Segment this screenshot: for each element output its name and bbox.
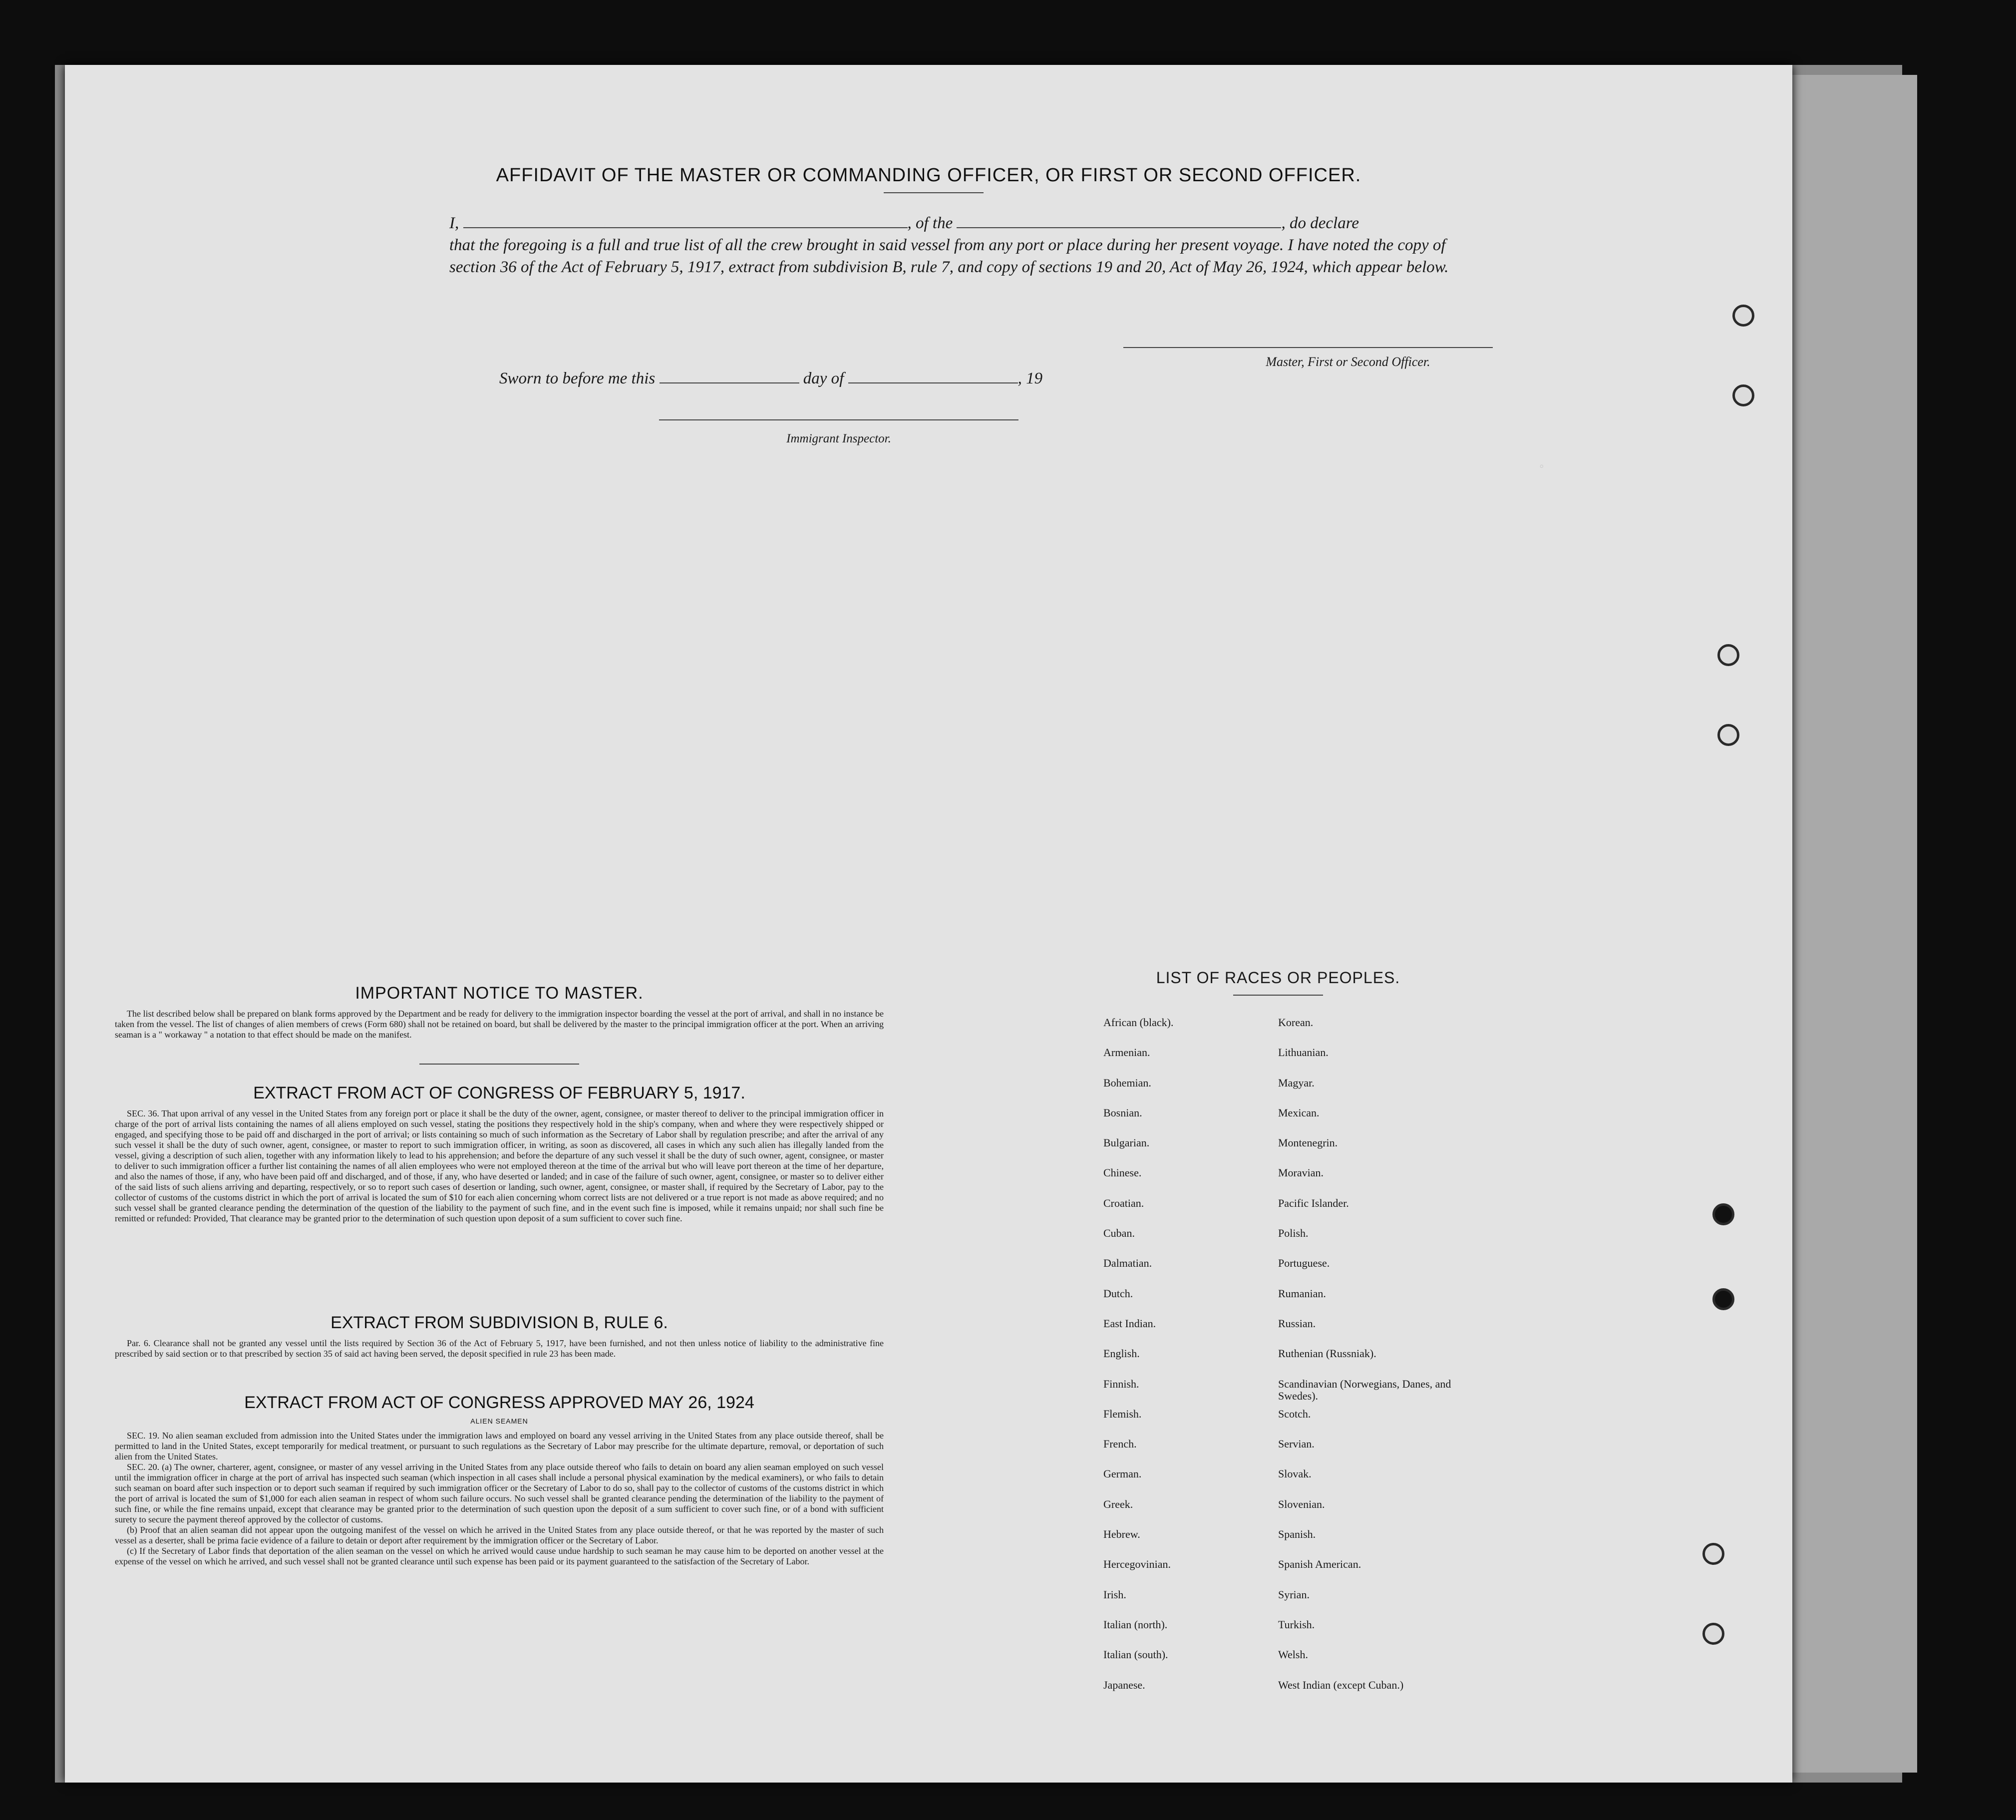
race-item: Scandinavian (Norwegians, Danes, and Swedes).	[1278, 1377, 1451, 1402]
inspector-caption: Immigrant Inspector.	[786, 432, 891, 445]
race-item: Slovak.	[1278, 1467, 1312, 1480]
race-item: Mexican.	[1278, 1106, 1320, 1119]
race-item: Greek.	[1103, 1497, 1133, 1510]
race-item: Italian (north).	[1103, 1618, 1168, 1631]
notice-title: IMPORTANT NOTICE TO MASTER.	[355, 984, 644, 1003]
race-item: Korean.	[1278, 1016, 1314, 1029]
master-name-field	[463, 214, 908, 228]
sec20a-paragraph: SEC. 20. (a) The owner, charterer, agent, consignee, or master of any vessel arriving in the United States from any place outside thereof who fails to detain on board any alien seaman employed on such vessel until the immigration officer in charge at the port of arrival has inspected such seaman (which inspection in all cases shall include a personal physical examination by the medical examiners), or who fails to detain such seaman on board after such inspection or to deport such seaman if required by such immigration officer or the Secretary of Labor to do so, shall pay to the collector of customs of the customs district in which the port of arrival is located the sum of $1,000 for each alien seaman in respect of whom such failure occurs. No such vessel shall be granted clearance pending the determination of the liability to the payment of such fine, or while the fine remains unpaid, except that clearance may be granted prior to the determination of such question upon the deposit of a sum sufficient to cover such fine, or of a bond with sufficient surety to secure the payment thereof approved by the collector of customs.	[115, 1462, 884, 1524]
race-item: Spanish.	[1278, 1528, 1316, 1541]
race-item: Portuguese.	[1278, 1257, 1330, 1270]
race-item: Bohemian.	[1103, 1076, 1151, 1089]
notice-text	[115, 1009, 884, 1040]
race-item: Spanish American.	[1278, 1558, 1361, 1571]
race-item: Irish.	[1103, 1588, 1126, 1601]
race-item: Lithuanian.	[1278, 1046, 1329, 1059]
race-item: Servian.	[1278, 1438, 1315, 1451]
affidavit-i: I,	[449, 214, 459, 232]
punch-hole	[1717, 724, 1739, 746]
races-left-column	[1103, 1008, 1293, 1700]
race-item: Scotch.	[1278, 1407, 1311, 1420]
punch-hole	[1712, 1203, 1734, 1225]
inspector-signature-line	[659, 419, 1018, 420]
race-item: Flemish.	[1103, 1407, 1142, 1420]
race-item: Moravian.	[1278, 1166, 1324, 1179]
notice-rule	[419, 1064, 579, 1065]
sworn-month-field	[848, 369, 1018, 383]
title-rule	[884, 192, 984, 193]
affidavit-declare: , do declare	[1281, 214, 1359, 232]
race-item: Armenian.	[1103, 1046, 1150, 1059]
bleed-through-mark: ◦	[1538, 459, 1546, 474]
rule6-text	[115, 1338, 884, 1359]
race-item: Bulgarian.	[1103, 1136, 1150, 1149]
race-item: German.	[1103, 1467, 1142, 1480]
race-item: Italian (south).	[1103, 1648, 1168, 1661]
sworn-day-label: day of	[803, 369, 844, 387]
race-item: English.	[1103, 1347, 1140, 1360]
extract-1924-subtitle: ALIEN SEAMEN	[470, 1417, 528, 1425]
race-item: Dalmatian.	[1103, 1257, 1152, 1270]
race-item: Turkish.	[1278, 1618, 1315, 1631]
affidavit-body	[449, 212, 1493, 278]
punch-hole	[1712, 1288, 1734, 1310]
race-item: French.	[1103, 1438, 1137, 1451]
race-item: Welsh.	[1278, 1648, 1308, 1661]
affidavit-of-the: , of the	[907, 214, 953, 232]
punch-hole	[1732, 305, 1754, 327]
rule6-paragraph: Par. 6. Clearance shall not be granted any vessel until the lists required by Section 36 of the Act of February 5, 1917, have been furnished, and not then unless notice of liability to the administrative fine prescribed by said section or to that prescribed by section 35 of said act having been served, the deposit specified in rule 23 has been made.	[115, 1338, 884, 1359]
race-item: Chinese.	[1103, 1166, 1142, 1179]
race-item: African (black).	[1103, 1016, 1174, 1029]
race-item: Hercegovinian.	[1103, 1558, 1171, 1571]
document-page	[65, 65, 1792, 1783]
races-rule	[1233, 995, 1323, 996]
race-item: Pacific Islander.	[1278, 1196, 1349, 1209]
race-item: Cuban.	[1103, 1227, 1135, 1240]
race-item: Finnish.	[1103, 1377, 1139, 1390]
rule6-title: EXTRACT FROM SUBDIVISION B, RULE 6.	[331, 1313, 668, 1332]
race-item: Dutch.	[1103, 1287, 1133, 1300]
vessel-name-field	[957, 214, 1281, 228]
race-item: East Indian.	[1103, 1317, 1156, 1330]
race-item: Rumanian.	[1278, 1287, 1326, 1300]
extract-1917-paragraph: SEC. 36. That upon arrival of any vessel in the United States from any foreign port or place it shall be the duty of the owner, agent, consignee, or master thereof to deliver to the principal immigration officer in charge of the port of arrival lists containing the names of all aliens employed on such vessel, stating the positions they respectively hold in the ship's company, when and where they were respectively shipped or engaged, and specifying those to be paid off and discharged in the port of arrival; or lists containing so much of such information as the Secretary of Labor shall by regulation prescribe; and after the arrival of any such vessel it shall be the duty of such owner, agent, consignee, or master to report to such immigration officer, in writing, as soon as discovered, all cases in which any such alien has illegally landed from the vessel, giving a description of such alien, together with any information likely to lead to his apprehension; and before the departure of any such vessel it shall be the duty of such owner, agent, consignee, or master to deliver to such immigration officer a further list containing the names of all alien employees who were not employed thereon at the time of the arrival but who will leave port thereon at the time of her departure, and also the names of those, if any, who have been paid off and discharged, and of those, if any, who have deserted or landed; and in case of the failure of such owner, agent, consignee, or master so to deliver either of the said lists of such aliens arriving and departing, respectively, or so to report such cases of desertion or landing, such owner, agent, consignee, or master shall, if required by the Secretary of Labor, pay to the collector of customs of the customs district in which the port of arrival is located the sum of $10 for each alien concerning whom correct lists are not delivered or a true report is not made as above required; and no such vessel shall be granted clearance pending the determination of the question of the liability to the payment of such fine, and in the event such fine is imposed, while it remains unpaid; nor shall such fine be remitted or refunded: Provided, That clearance may be granted prior to the determination of such question upon deposit of a sum sufficient to cover such fine.	[115, 1108, 884, 1223]
sec20c-paragraph: (c) If the Secretary of Labor finds that deportation of the alien seaman on the vessel on which he arrived would cause undue hardship to such seaman he may cause him to be deported on another vessel at the expense of the vessel on which he arrived, and such vessel shall not be granted clearance until such expense has been paid or its payment guaranteed to the satisfaction of the Secretary of Labor.	[115, 1546, 884, 1566]
sec19-paragraph: SEC. 19. No alien seaman excluded from admission into the United States under the immigration laws and employed on board any vessel arriving in the United States from any place outside thereof, shall be permitted to land in the United States, except temporarily for medical treatment, or pursuant to such regulations as the Secretary of Labor may prescribe for the ultimate departure, removal, or deportation of such alien from the United States.	[115, 1431, 884, 1461]
sec20b-paragraph: (b) Proof that an alien seaman did not appear upon the outgoing manifest of the vessel on which he arrived in the United States from any place outside thereof, or that he was reported by the master of such vessel as a deserter, shall be prima facie evidence of a failure to detain or deport after requirement by the immigration officer or the Secretary of Labor.	[115, 1525, 884, 1545]
race-item: Polish.	[1278, 1227, 1309, 1240]
punch-hole	[1717, 644, 1739, 666]
race-item: Syrian.	[1278, 1588, 1310, 1601]
sworn-prefix: Sworn to before me this	[499, 369, 656, 387]
race-item: Croatian.	[1103, 1196, 1144, 1209]
affidavit-line-1	[449, 212, 1493, 234]
affidavit-statement: that the foregoing is a full and true list of all the crew brought in said vessel from any port or place during her present voyage. I have noted the copy of section 36 of the Act of February 5, 1917, extract from subdivision B, rule 7, and copy of sections 19 and 20, Act of May 26, 1924, which appear below.	[449, 236, 1449, 276]
race-item: West Indian (except Cuban.)	[1278, 1678, 1404, 1691]
race-item: Magyar.	[1278, 1076, 1315, 1089]
extract-1924-title: EXTRACT FROM ACT OF CONGRESS APPROVED MAY 26, 1924	[244, 1393, 754, 1412]
race-item: Hebrew.	[1103, 1528, 1140, 1541]
extract-1924-text	[115, 1431, 884, 1567]
punch-hole	[1732, 384, 1754, 406]
race-item: Russian.	[1278, 1317, 1316, 1330]
punch-hole	[1702, 1543, 1724, 1565]
notice-paragraph: The list described below shall be prepared on blank forms approved by the Department and be ready for delivery to the immigration inspector boarding the vessel at the port of arrival, and shall in no instance be taken from the vessel. The list of changes of alien members of crews (Form 680) shall not be retained on board, but shall be delivered by the master to the principal immigration officer at the port. When an arriving seaman is a " workaway " a notation to that effect should be made on the manifest.	[115, 1009, 884, 1040]
race-item: Slovenian.	[1278, 1497, 1325, 1510]
race-item: Bosnian.	[1103, 1106, 1142, 1119]
race-item: Japanese.	[1103, 1678, 1145, 1691]
sworn-day-field	[660, 369, 799, 383]
signature-line	[1123, 347, 1493, 348]
signature-caption: Master, First or Second Officer.	[1266, 355, 1430, 369]
extract-1917-text	[115, 1108, 884, 1224]
race-item: Montenegrin.	[1278, 1136, 1338, 1149]
races-title: LIST OF RACES OR PEOPLES.	[1156, 969, 1400, 987]
race-item: Ruthenian (Russniak).	[1278, 1347, 1376, 1360]
affidavit-title: AFFIDAVIT OF THE MASTER OR COMMANDING OFFICER, OR FIRST OR SECOND OFFICER.	[496, 165, 1361, 186]
races-right-column	[1278, 1008, 1478, 1700]
sworn-year: , 19	[1017, 369, 1043, 387]
punch-hole	[1702, 1623, 1724, 1645]
sworn-line	[499, 369, 1198, 388]
extract-1917-title: EXTRACT FROM ACT OF CONGRESS OF FEBRUARY 5, 1917.	[253, 1084, 745, 1102]
